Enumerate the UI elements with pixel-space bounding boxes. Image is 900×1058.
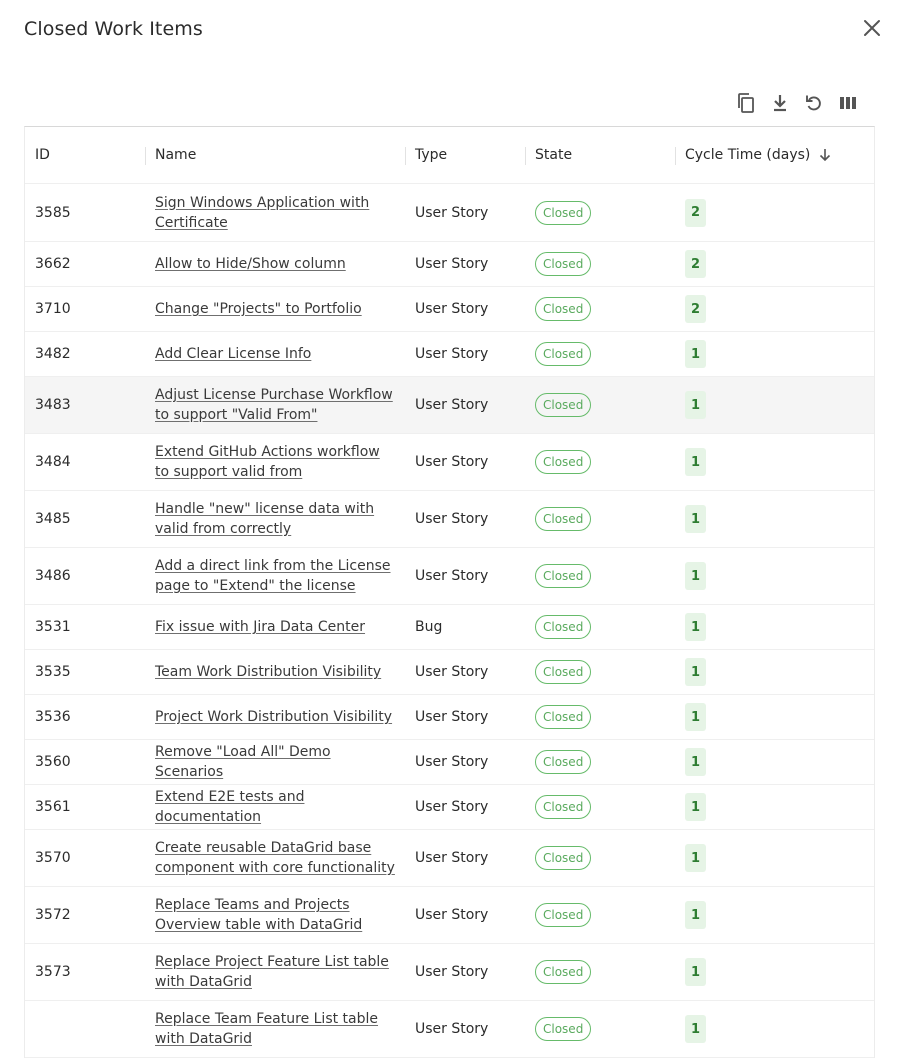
column-header-id-label: ID xyxy=(35,147,50,163)
status-badge: Closed xyxy=(535,795,591,819)
work-item-type: User Story xyxy=(415,256,489,272)
cycle-time-chip: 1 xyxy=(685,1015,706,1043)
status-badge: Closed xyxy=(535,252,591,276)
cell-cycle-time xyxy=(675,548,874,604)
cell-name xyxy=(145,830,405,886)
column-header-state[interactable] xyxy=(525,127,675,183)
cell-cycle-time xyxy=(675,287,874,331)
cell-state xyxy=(525,605,675,649)
work-item-type: User Story xyxy=(415,754,489,770)
cell-id xyxy=(25,740,145,784)
cell-type xyxy=(405,695,525,739)
work-item-link[interactable]: Allow to Hide/Show column xyxy=(155,256,346,272)
work-item-link[interactable]: Sign Windows Application with Certificate xyxy=(155,194,370,231)
column-header-cycle-time[interactable] xyxy=(675,127,874,183)
work-item-id: 3573 xyxy=(35,964,71,980)
column-header-type-label: Type xyxy=(415,147,448,163)
table-row[interactable] xyxy=(25,548,874,605)
cell-name xyxy=(145,1001,405,1057)
cell-type xyxy=(405,650,525,694)
cell-id xyxy=(25,785,145,829)
work-item-link[interactable]: Add Clear License Info xyxy=(155,346,312,362)
work-item-type: User Story xyxy=(415,664,489,680)
work-item-type: User Story xyxy=(415,964,489,980)
work-item-id: 3561 xyxy=(35,799,71,815)
work-item-id: 3570 xyxy=(35,850,71,866)
table-row[interactable] xyxy=(25,1001,874,1058)
cycle-time-chip: 1 xyxy=(685,793,706,821)
cell-id xyxy=(25,287,145,331)
cycle-time-chip: 1 xyxy=(685,562,706,590)
table-row[interactable] xyxy=(25,184,874,242)
cell-id xyxy=(25,887,145,943)
status-badge: Closed xyxy=(535,960,591,984)
download-button[interactable] xyxy=(768,90,792,116)
cell-state xyxy=(525,785,675,829)
columns-icon xyxy=(839,95,857,111)
cell-id xyxy=(25,830,145,886)
cell-name xyxy=(145,650,405,694)
cycle-time-chip: 1 xyxy=(685,703,706,731)
cell-cycle-time xyxy=(675,377,874,433)
work-item-id: 3535 xyxy=(35,664,71,680)
work-item-link[interactable]: Remove "Load All" Demo Scenarios xyxy=(155,744,331,780)
cell-type xyxy=(405,944,525,1000)
cell-state xyxy=(525,242,675,286)
work-item-link[interactable]: Adjust License Purchase Workflow to support "Valid From" xyxy=(155,387,393,423)
cell-id xyxy=(25,184,145,241)
work-item-type: User Story xyxy=(415,454,489,470)
work-item-link[interactable]: Handle "new" license data with valid from correctly xyxy=(155,501,375,537)
table-row[interactable] xyxy=(25,377,874,434)
cell-name xyxy=(145,332,405,376)
cell-type xyxy=(405,332,525,376)
cycle-time-chip: 1 xyxy=(685,340,706,368)
status-badge: Closed xyxy=(535,342,591,366)
table-row[interactable] xyxy=(25,944,874,1001)
cell-name xyxy=(145,695,405,739)
status-badge: Closed xyxy=(535,393,591,417)
work-item-type: User Story xyxy=(415,204,489,221)
column-header-id[interactable] xyxy=(25,127,145,183)
status-badge: Closed xyxy=(535,564,591,588)
column-header-name[interactable] xyxy=(145,127,405,183)
cell-cycle-time xyxy=(675,434,874,490)
cell-state xyxy=(525,695,675,739)
status-badge: Closed xyxy=(535,846,591,870)
cell-name xyxy=(145,785,405,829)
cycle-time-chip: 1 xyxy=(685,958,706,986)
work-item-link[interactable]: Create reusable DataGrid base component with core functionality xyxy=(155,840,395,876)
work-item-link[interactable]: Replace Team Feature List table with DataGrid xyxy=(155,1011,379,1047)
grid-toolbar xyxy=(734,90,870,116)
cycle-time-chip: 2 xyxy=(685,295,706,323)
work-item-type: User Story xyxy=(415,397,489,413)
work-item-type: Bug xyxy=(415,619,443,635)
cycle-time-chip: 1 xyxy=(685,748,706,776)
table-row[interactable] xyxy=(25,605,874,650)
cycle-time-chip: 1 xyxy=(685,505,706,533)
cell-id xyxy=(25,377,145,433)
work-item-id: 3484 xyxy=(35,454,71,470)
cell-cycle-time xyxy=(675,887,874,943)
cell-id xyxy=(25,434,145,490)
cell-name xyxy=(145,944,405,1000)
cell-cycle-time xyxy=(675,650,874,694)
table-row[interactable] xyxy=(25,695,874,740)
table-row[interactable] xyxy=(25,650,874,695)
work-item-type: User Story xyxy=(415,568,489,584)
status-badge: Closed xyxy=(535,1017,591,1041)
cell-state xyxy=(525,740,675,784)
table-row[interactable] xyxy=(25,434,874,491)
cell-id xyxy=(25,944,145,1000)
cell-cycle-time xyxy=(675,830,874,886)
cell-cycle-time xyxy=(675,332,874,376)
work-items-grid xyxy=(24,126,875,1058)
cell-type xyxy=(405,548,525,604)
work-item-link[interactable]: Fix issue with Jira Data Center xyxy=(155,619,366,635)
cell-name xyxy=(145,740,405,784)
grid-header-row xyxy=(25,127,874,184)
cell-cycle-time xyxy=(675,184,874,241)
cycle-time-chip: 1 xyxy=(685,844,706,872)
cell-type xyxy=(405,830,525,886)
cell-cycle-time xyxy=(675,242,874,286)
work-item-type: User Story xyxy=(415,907,489,923)
column-header-cycle-time-label: Cycle Time (days) xyxy=(685,147,811,163)
cycle-time-chip: 1 xyxy=(685,658,706,686)
cell-id xyxy=(25,548,145,604)
work-item-type: User Story xyxy=(415,301,489,317)
cycle-time-chip: 1 xyxy=(685,901,706,929)
table-row[interactable] xyxy=(25,287,874,332)
cell-state xyxy=(525,332,675,376)
work-item-link[interactable]: Change "Projects" to Portfolio xyxy=(155,301,362,317)
status-badge: Closed xyxy=(535,297,591,321)
cell-name xyxy=(145,605,405,649)
cell-cycle-time xyxy=(675,605,874,649)
work-item-id: 3536 xyxy=(35,709,71,725)
cell-name xyxy=(145,548,405,604)
work-item-link[interactable]: Replace Teams and Projects Overview table with DataGrid xyxy=(155,897,363,933)
cell-name xyxy=(145,887,405,943)
cell-name xyxy=(145,242,405,286)
cell-cycle-time xyxy=(675,695,874,739)
cell-type xyxy=(405,491,525,547)
cell-type xyxy=(405,887,525,943)
cycle-time-chip: 1 xyxy=(685,613,706,641)
cell-id xyxy=(25,491,145,547)
column-header-state-label: State xyxy=(535,147,573,163)
work-item-id: 3486 xyxy=(35,568,71,584)
status-badge: Closed xyxy=(535,201,591,225)
table-row[interactable] xyxy=(25,830,874,887)
refresh-button[interactable] xyxy=(802,90,826,116)
cell-state xyxy=(525,1001,675,1057)
work-item-id: 3572 xyxy=(35,907,71,923)
work-item-id: 3485 xyxy=(35,511,71,527)
cell-state xyxy=(525,491,675,547)
sort-descending-icon[interactable] xyxy=(818,148,832,162)
cell-cycle-time xyxy=(675,944,874,1000)
column-header-name-label: Name xyxy=(155,147,197,163)
cycle-time-chip: 1 xyxy=(685,448,706,476)
cell-type xyxy=(405,785,525,829)
status-badge: Closed xyxy=(535,660,591,684)
grid-body xyxy=(25,184,874,1058)
cycle-time-chip: 1 xyxy=(685,391,706,419)
cell-id xyxy=(25,695,145,739)
work-item-type: User Story xyxy=(415,799,489,815)
work-item-link[interactable]: Extend GitHub Actions workflow to support valid from xyxy=(155,444,380,480)
cell-type xyxy=(405,287,525,331)
status-badge: Closed xyxy=(535,903,591,927)
status-badge: Closed xyxy=(535,507,591,531)
cell-state xyxy=(525,287,675,331)
cell-type xyxy=(405,740,525,784)
status-badge: Closed xyxy=(535,450,591,474)
work-item-link[interactable]: Add a direct link from the License page to "Extend" the license xyxy=(155,558,391,594)
cell-name xyxy=(145,491,405,547)
cell-cycle-time xyxy=(675,1001,874,1057)
download-icon xyxy=(771,93,789,113)
work-item-type: User Story xyxy=(415,709,489,725)
cell-name xyxy=(145,434,405,490)
cell-type xyxy=(405,184,525,241)
work-item-type: User Story xyxy=(415,511,489,527)
copy-button[interactable] xyxy=(734,90,758,116)
cell-state xyxy=(525,944,675,1000)
table-row[interactable] xyxy=(25,332,874,377)
table-row[interactable] xyxy=(25,887,874,944)
work-item-type: User Story xyxy=(415,346,489,362)
work-item-id: 3483 xyxy=(35,397,71,413)
work-item-link[interactable]: Extend E2E tests and documentation xyxy=(155,789,305,825)
cell-name xyxy=(145,184,405,241)
cell-id xyxy=(25,605,145,649)
cell-name xyxy=(145,377,405,433)
cycle-time-chip: 2 xyxy=(685,250,706,278)
cell-state xyxy=(525,887,675,943)
work-item-id: 3531 xyxy=(35,619,71,635)
table-row[interactable] xyxy=(25,491,874,548)
copy-icon xyxy=(736,92,756,114)
table-row[interactable] xyxy=(25,785,874,830)
status-badge: Closed xyxy=(535,705,591,729)
cell-type xyxy=(405,434,525,490)
cell-type xyxy=(405,242,525,286)
cell-state xyxy=(525,548,675,604)
cell-state xyxy=(525,434,675,490)
dialog-title: Closed Work Items xyxy=(24,18,203,40)
cell-type xyxy=(405,605,525,649)
table-row[interactable] xyxy=(25,740,874,785)
work-item-type: User Story xyxy=(415,850,489,866)
close-icon xyxy=(863,19,881,37)
cell-name xyxy=(145,287,405,331)
status-badge: Closed xyxy=(535,750,591,774)
work-item-id: 3662 xyxy=(35,256,71,272)
cell-type xyxy=(405,1001,525,1057)
work-item-id: 3560 xyxy=(35,754,71,770)
work-item-link[interactable]: Replace Project Feature List table with DataGrid xyxy=(155,954,389,990)
cell-cycle-time xyxy=(675,785,874,829)
refresh-icon xyxy=(804,93,824,113)
cell-id xyxy=(25,650,145,694)
cell-state xyxy=(525,830,675,886)
cell-id xyxy=(25,242,145,286)
columns-button[interactable] xyxy=(836,90,860,116)
work-item-id: 3482 xyxy=(35,346,71,362)
table-row[interactable] xyxy=(25,242,874,287)
cell-id xyxy=(25,332,145,376)
work-item-type: User Story xyxy=(415,1021,489,1037)
close-button[interactable] xyxy=(860,16,884,40)
cell-id xyxy=(25,1001,145,1057)
work-item-link[interactable]: Project Work Distribution Visibility xyxy=(155,709,393,725)
column-header-type[interactable] xyxy=(405,127,525,183)
cycle-time-chip: 2 xyxy=(685,199,706,227)
cell-state xyxy=(525,650,675,694)
cell-type xyxy=(405,377,525,433)
status-badge: Closed xyxy=(535,615,591,639)
work-item-id: 3585 xyxy=(35,204,71,221)
work-item-link[interactable]: Team Work Distribution Visibility xyxy=(155,664,382,680)
cell-cycle-time xyxy=(675,491,874,547)
cell-cycle-time xyxy=(675,740,874,784)
cell-state xyxy=(525,184,675,241)
work-item-id: 3710 xyxy=(35,301,71,317)
cell-state xyxy=(525,377,675,433)
